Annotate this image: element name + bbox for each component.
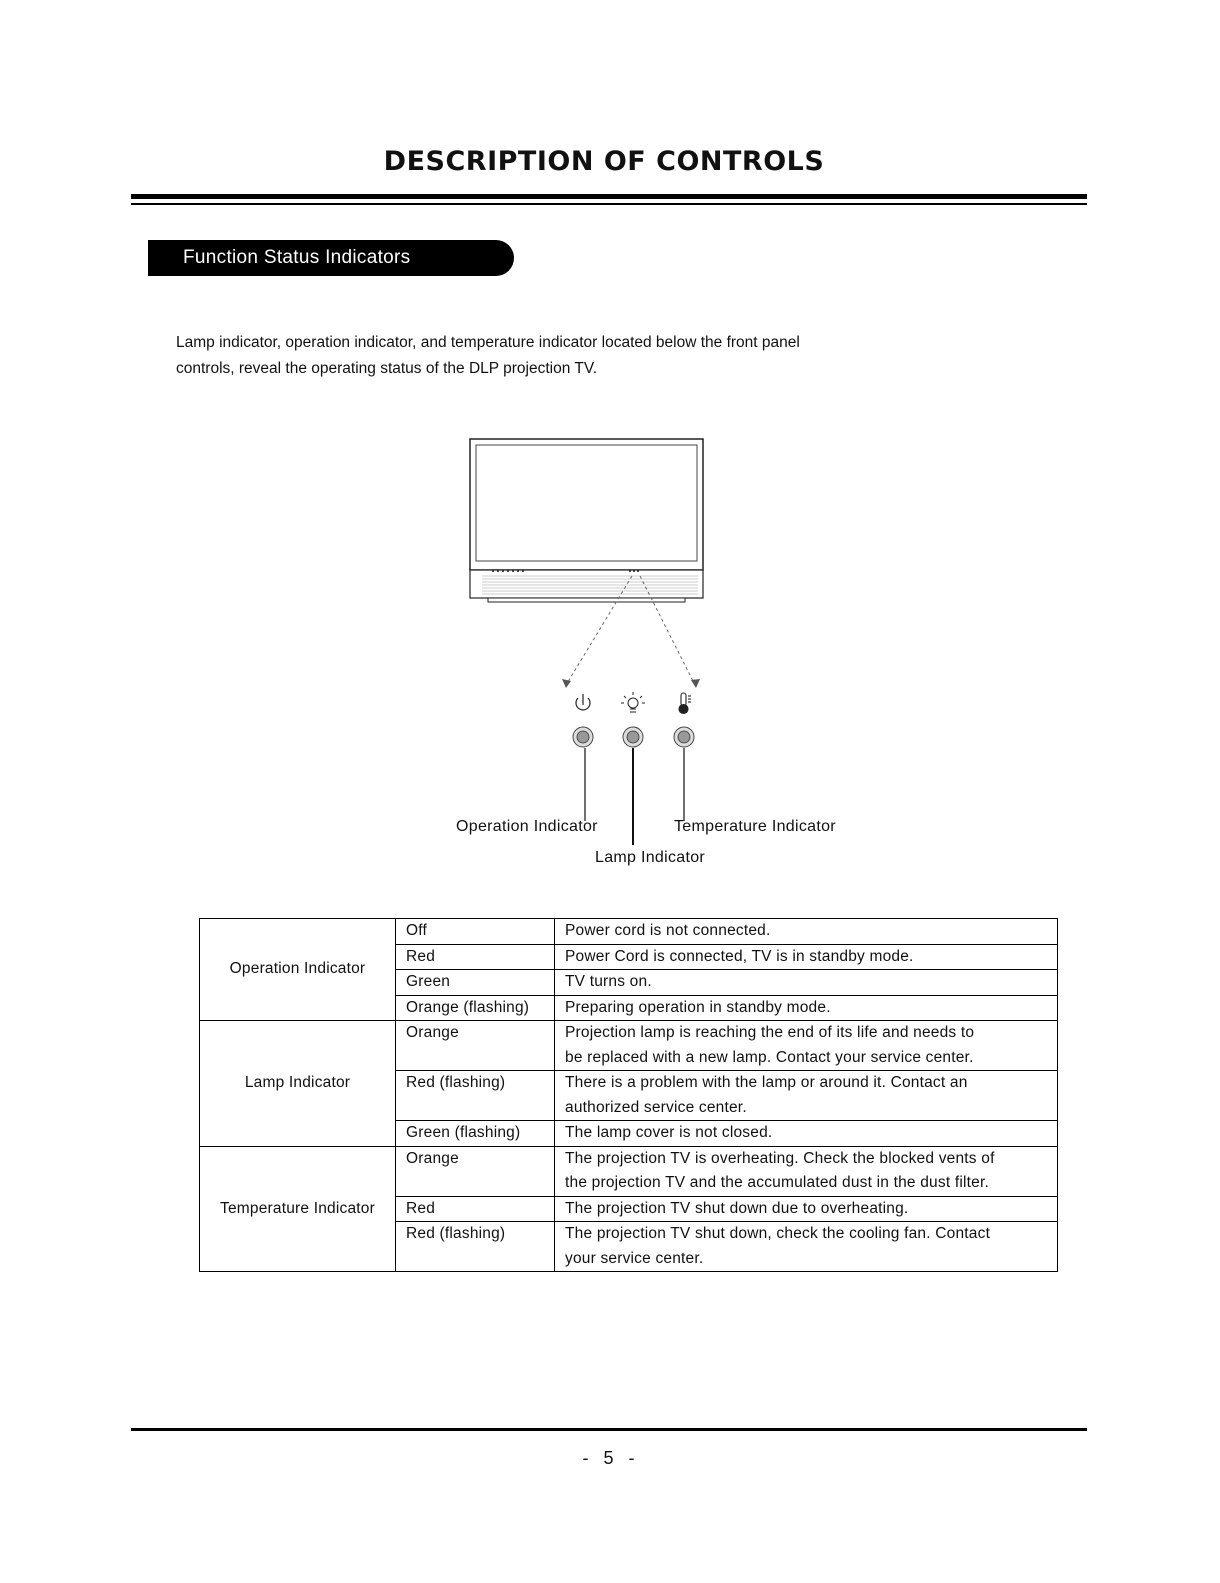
table-row <box>200 1021 1058 1071</box>
section-heading: Function Status Indicators <box>148 240 514 276</box>
temperature-indicator-label: Temperature Indicator <box>674 818 836 835</box>
title-rule-thin <box>131 203 1087 205</box>
group-cell: Lamp Indicator <box>200 1021 396 1147</box>
description-line: authorized service center. <box>565 1098 747 1116</box>
group-cell: Operation Indicator <box>200 919 396 1021</box>
state-cell: Red <box>396 1196 555 1222</box>
lamp-icon <box>621 692 645 712</box>
operation-indicator-label: Operation Indicator <box>456 818 598 835</box>
tv-indicator-diagram <box>420 430 860 850</box>
state-cell: Red (flashing) <box>396 1071 555 1121</box>
power-icon <box>576 694 590 710</box>
description-line: Projection lamp is reaching the end of its life and needs to <box>565 1024 975 1041</box>
description-cell <box>555 1146 1058 1196</box>
state-cell: Orange <box>396 1146 555 1196</box>
indicator-status-table <box>199 918 1058 1272</box>
page-title: DESCRIPTION OF CONTROLS <box>383 146 825 177</box>
description-cell: Power cord is not connected. <box>555 919 1058 945</box>
description-cell <box>555 1071 1058 1121</box>
lamp-indicator-label: Lamp Indicator <box>595 849 706 866</box>
projection-tv-illustration <box>470 439 703 602</box>
state-cell: Red (flashing) <box>396 1222 555 1272</box>
description-cell: The projection TV shut down due to overheating. <box>555 1196 1058 1222</box>
description-line: There is a problem with the lamp or around it. Contact an <box>565 1074 968 1091</box>
state-cell: Green (flashing) <box>396 1121 555 1147</box>
state-cell: Green <box>396 970 555 996</box>
temperature-indicator-led <box>674 727 694 747</box>
thermometer-icon <box>679 693 691 714</box>
description-line: The projection TV is overheating. Check the blocked vents of <box>565 1149 995 1167</box>
description-line: be replaced with a new lamp. Contact your service center. <box>565 1048 974 1066</box>
description-cell: Preparing operation in standby mode. <box>555 995 1058 1021</box>
state-cell: Orange <box>396 1021 555 1071</box>
intro-line: Lamp indicator, operation indicator, and temperature indicator located below the front panel <box>176 334 800 351</box>
state-cell: Off <box>396 919 555 945</box>
description-cell: Power Cord is connected, TV is in standby mode. <box>555 944 1058 970</box>
intro-line: controls, reveal the operating status of the DLP projection TV. <box>176 360 598 377</box>
table-row <box>200 1146 1058 1196</box>
title-rule-thick <box>131 194 1087 199</box>
footer-rule <box>131 1428 1087 1431</box>
description-line: your service center. <box>565 1249 704 1267</box>
description-line: the projection TV and the accumulated dust in the dust filter. <box>565 1174 989 1191</box>
table-row <box>200 919 1058 945</box>
page-number: - 5 - <box>582 1448 640 1468</box>
lamp-indicator-led <box>623 727 643 747</box>
state-cell: Orange (flashing) <box>396 995 555 1021</box>
description-line: The projection TV shut down, check the cooling fan. Contact <box>565 1225 991 1242</box>
operation-indicator-led <box>573 727 593 747</box>
state-cell: Red <box>396 944 555 970</box>
description-cell <box>555 1222 1058 1272</box>
leader-lines <box>585 748 684 845</box>
description-cell: The lamp cover is not closed. <box>555 1121 1058 1147</box>
description-cell <box>555 1021 1058 1071</box>
intro-paragraph <box>176 330 936 382</box>
description-cell: TV turns on. <box>555 970 1058 996</box>
group-cell: Temperature Indicator <box>200 1146 396 1272</box>
